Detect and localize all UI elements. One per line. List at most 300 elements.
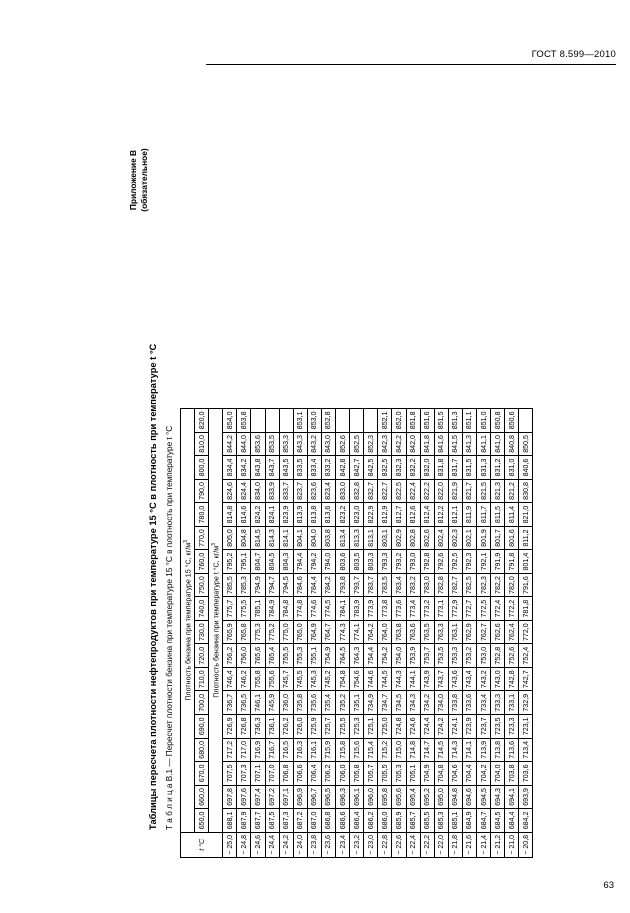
- table-cell: 685,7: [406, 809, 420, 833]
- density-conversion-table: [180, 408, 533, 858]
- table-cell: 783,9: [350, 597, 364, 621]
- page-number: 63: [603, 880, 614, 891]
- table-cell: 706,2: [321, 762, 335, 786]
- table-cell: 764,7: [321, 620, 335, 644]
- table-cell: 693,9: [519, 785, 533, 809]
- row-temperature: − 23,2: [350, 832, 364, 857]
- table-cell: 746,2: [237, 667, 251, 691]
- table-cell: 717,0: [237, 738, 251, 762]
- table-cell: 765,6: [251, 644, 265, 668]
- table-cell: 841,0: [491, 432, 505, 456]
- table-cell: 696,7: [307, 785, 321, 809]
- table-cell: 803,6: [336, 550, 350, 574]
- group-header-density-15: Плотность бензина при температуре 15 °C, $кг/м^3$: [181, 409, 195, 833]
- table-cell: 853,8: [237, 409, 251, 433]
- table-cell: 765,8: [237, 620, 251, 644]
- table-cell: 833,5: [293, 456, 307, 480]
- table-cell: 792,8: [420, 550, 434, 574]
- table-cell: 824,4: [237, 479, 251, 503]
- table-holder: [180, 408, 533, 858]
- table-cell: 714,8: [406, 738, 420, 762]
- table-cell: 715,0: [392, 738, 406, 762]
- table-cell: 852,8: [321, 409, 335, 433]
- table-cell: 773,2: [420, 597, 434, 621]
- table-cell: 753,2: [462, 644, 476, 668]
- table-cell: 743,9: [420, 667, 434, 691]
- table-cell: 772,7: [462, 597, 476, 621]
- table-cell: 793,3: [378, 550, 392, 574]
- table-cell: 813,8: [307, 503, 321, 527]
- table-cell: 785,1: [251, 597, 265, 621]
- table-row: [251, 409, 265, 858]
- table-cell: 833,9: [265, 479, 279, 503]
- table-body: [223, 409, 533, 858]
- table-cell: 744,5: [378, 667, 392, 691]
- table-cell: 791,9: [491, 550, 505, 574]
- table-cell: 687,2: [293, 809, 307, 833]
- table-row: [462, 409, 476, 858]
- table-cell: 734,0: [434, 691, 448, 715]
- table-cell: 754,9: [321, 644, 335, 668]
- table-cell: 725,9: [307, 715, 321, 739]
- table-cell: 774,1: [350, 620, 364, 644]
- table-cell: 764,9: [307, 620, 321, 644]
- table-cell: 695,8: [378, 785, 392, 809]
- table-cell: 853,6: [251, 432, 265, 456]
- table-cell: 687,5: [265, 809, 279, 833]
- table-cell: 694,6: [462, 785, 476, 809]
- table-cell: 833,4: [307, 456, 321, 480]
- table-cell: 686,0: [378, 809, 392, 833]
- table-row: [406, 409, 420, 858]
- table-cell: 852,6: [336, 432, 350, 456]
- table-cell: 814,8: [223, 503, 237, 527]
- table-row: [237, 409, 251, 858]
- table-cell: 715,9: [321, 738, 335, 762]
- table-cell: 685,9: [392, 809, 406, 833]
- table-cell: 791,6: [519, 573, 533, 597]
- table-cell: 706,0: [336, 762, 350, 786]
- col-header-700: 700,0: [195, 691, 209, 715]
- table-cell: 774,5: [321, 597, 335, 621]
- table-cell: 687,0: [307, 809, 321, 833]
- table-cell: 716,9: [251, 738, 265, 762]
- row-temperature: − 21,4: [476, 832, 490, 857]
- table-cell: 783,7: [364, 573, 378, 597]
- table-cell: 832,8: [350, 479, 364, 503]
- table-cell: 762,7: [476, 620, 490, 644]
- table-cell: 735,2: [336, 691, 350, 715]
- table-cell: 697,6: [237, 785, 251, 809]
- table-cell: 744,1: [406, 667, 420, 691]
- table-cell: 813,3: [350, 526, 364, 550]
- table-cell: 723,3: [505, 715, 519, 739]
- table-cell: 723,1: [519, 715, 533, 739]
- table-cell: 736,0: [279, 691, 293, 715]
- table-cell: 714,1: [462, 738, 476, 762]
- table-cell: 773,1: [434, 597, 448, 621]
- table-cell: 821,2: [505, 479, 519, 503]
- table-cell: 754,8: [336, 667, 350, 691]
- row-temperature: − 20,8: [519, 832, 533, 857]
- table-cell: 773,9: [364, 597, 378, 621]
- table-cell: [251, 409, 265, 433]
- table-cell: 725,5: [336, 715, 350, 739]
- table-cell: 792,1: [476, 550, 490, 574]
- table-cell: 842,2: [392, 432, 406, 456]
- table-cell: 834,4: [223, 456, 237, 480]
- row-temperature: − 24,2: [279, 832, 293, 857]
- table-cell: 775,7: [223, 597, 237, 621]
- table-cell: 842,8: [336, 456, 350, 480]
- table-cell: 782,8: [434, 573, 448, 597]
- table-cell: 785,3: [237, 573, 251, 597]
- table-cell: 723,7: [476, 715, 490, 739]
- table-row: [476, 409, 490, 858]
- table-cell: 792,3: [462, 550, 476, 574]
- table-cell: 804,3: [279, 550, 293, 574]
- table-cell: 831,3: [476, 456, 490, 480]
- table-cell: 793,8: [336, 573, 350, 597]
- table-cell: 775,2: [265, 620, 279, 644]
- table-cell: 853,5: [265, 432, 279, 456]
- table-cell: 704,2: [476, 762, 490, 786]
- table-cell: 755,6: [265, 667, 279, 691]
- table-cell: 824,1: [265, 503, 279, 527]
- col-header-670: 670,0: [195, 762, 209, 786]
- table-cell: 686,6: [336, 809, 350, 833]
- table-cell: 734,9: [364, 691, 378, 715]
- table-cell: 822,4: [406, 479, 420, 503]
- table-cell: 735,1: [350, 691, 364, 715]
- table-cell: 814,5: [251, 526, 265, 550]
- table-cell: 743,7: [434, 667, 448, 691]
- table-cell: 804,5: [265, 550, 279, 574]
- table-cell: 841,3: [462, 432, 476, 456]
- table-cell: 704,6: [448, 762, 462, 786]
- table-cell: 733,8: [448, 691, 462, 715]
- table-cell: 802,3: [448, 526, 462, 550]
- table-cell: 688,1: [223, 809, 237, 833]
- table-cell: 802,8: [406, 526, 420, 550]
- table-cell: 706,4: [307, 762, 321, 786]
- table-cell: 715,8: [336, 738, 350, 762]
- table-cell: 843,2: [307, 432, 321, 456]
- table-cell: 782,7: [448, 573, 462, 597]
- table-cell: 772,0: [519, 620, 533, 644]
- table-cell: 812,1: [448, 503, 462, 527]
- table-cell: 833,2: [321, 456, 335, 480]
- table-cell: 705,1: [406, 762, 420, 786]
- table-cell: 840,6: [519, 456, 533, 480]
- table-cell: 811,4: [505, 503, 519, 527]
- table-cell: 823,9: [279, 503, 293, 527]
- table-cell: 822,2: [420, 479, 434, 503]
- table-cell: 756,0: [237, 644, 251, 668]
- table-cell: 821,9: [448, 479, 462, 503]
- table-cell: 713,8: [491, 738, 505, 762]
- table-cell: 785,5: [223, 573, 237, 597]
- row-temperature: − 22,0: [434, 832, 448, 857]
- table-cell: 736,7: [223, 691, 237, 715]
- table-cell: 775,3: [251, 620, 265, 644]
- table-cell: 851,8: [406, 409, 420, 433]
- table-cell: 745,9: [265, 691, 279, 715]
- table-cell: 746,1: [251, 691, 265, 715]
- table-cell: 684,5: [491, 809, 505, 833]
- table-cell: 792,5: [448, 550, 462, 574]
- table-cell: 843,0: [321, 432, 335, 456]
- table-cell: 832,7: [364, 479, 378, 503]
- col-header-690: 690,0: [195, 715, 209, 739]
- row-temperature: − 23,0: [364, 832, 378, 857]
- table-cell: 814,1: [279, 526, 293, 550]
- table-cell: 831,5: [462, 456, 476, 480]
- table-cell: 735,6: [307, 691, 321, 715]
- row-temperature: − 24,4: [265, 832, 279, 857]
- table-cell: 784,6: [293, 573, 307, 597]
- table-cell: 775,0: [279, 620, 293, 644]
- row-temperature: − 23,8: [307, 832, 321, 857]
- table-row: [265, 409, 279, 858]
- table-cell: 684,9: [462, 809, 476, 833]
- table-cell: 733,1: [505, 691, 519, 715]
- table-cell: 841,1: [476, 432, 490, 456]
- annex-line-1: Приложение В: [128, 149, 138, 211]
- table-cell: 694,8: [448, 785, 462, 809]
- table-cell: 823,2: [336, 503, 350, 527]
- table-cell: 715,2: [378, 738, 392, 762]
- table-cell: 840,8: [505, 432, 519, 456]
- table-cell: 705,5: [378, 762, 392, 786]
- group-header-density-t: Плотность бензина при температуре t °C, $кг/м^3$: [209, 409, 223, 833]
- table-cell: 802,1: [462, 526, 476, 550]
- table-cell: 782,2: [491, 573, 505, 597]
- table-cell: 685,1: [448, 809, 462, 833]
- table-cell: 733,3: [491, 691, 505, 715]
- table-group-header-row: [181, 409, 195, 858]
- row-temperature: − 22,6: [392, 832, 406, 857]
- table-cell: 745,5: [293, 667, 307, 691]
- table-cell: 706,6: [293, 762, 307, 786]
- row-temperature: − 24,0: [293, 832, 307, 857]
- table-cell: 841,5: [448, 432, 462, 456]
- table-cell: 705,8: [350, 762, 364, 786]
- table-cell: 754,0: [392, 644, 406, 668]
- table-cell: 834,0: [251, 479, 265, 503]
- table-cell: 753,3: [448, 644, 462, 668]
- table-cell: 853,0: [307, 409, 321, 433]
- table-cell: 813,6: [321, 503, 335, 527]
- table-cell: 852,1: [378, 409, 392, 433]
- table-row: [307, 409, 321, 858]
- table-cell: 801,9: [476, 526, 490, 550]
- table-cell: 753,0: [476, 644, 490, 668]
- table-cell: 754,2: [378, 644, 392, 668]
- table-cell: 753,9: [406, 644, 420, 668]
- table-cell: 782,3: [476, 573, 490, 597]
- table-cell: 694,1: [505, 785, 519, 809]
- table-cell: 823,7: [293, 479, 307, 503]
- table-cell: 794,5: [279, 573, 293, 597]
- table-cell: 783,2: [406, 573, 420, 597]
- table-row: [364, 409, 378, 858]
- table-cell: 687,7: [251, 809, 265, 833]
- table-cell: 723,5: [491, 715, 505, 739]
- table-cell: 803,1: [378, 526, 392, 550]
- table-cell: 851,5: [434, 409, 448, 433]
- table-cell: 713,6: [505, 738, 519, 762]
- table-cell: 783,4: [392, 573, 406, 597]
- table-cell: 851,0: [476, 409, 490, 433]
- table-cell: 823,0: [350, 503, 364, 527]
- table-cell: 842,5: [364, 456, 378, 480]
- table-cell: 746,4: [223, 667, 237, 691]
- table-cell: 842,7: [350, 456, 364, 480]
- table-row: [336, 409, 350, 858]
- table-row: [293, 409, 307, 858]
- table-cell: 687,9: [237, 809, 251, 833]
- table-cell: 716,7: [265, 738, 279, 762]
- table-cell: 734,2: [420, 691, 434, 715]
- table-cell: 852,3: [364, 432, 378, 456]
- table-cell: 714,3: [448, 738, 462, 762]
- table-cell: 694,3: [491, 785, 505, 809]
- col-header-710: 710,0: [195, 667, 209, 691]
- table-cell: 755,8: [251, 667, 265, 691]
- table-cell: 842,0: [406, 432, 420, 456]
- table-column-header-row: [195, 409, 209, 858]
- table-cell: 841,6: [434, 432, 448, 456]
- table-cell: 775,5: [237, 597, 251, 621]
- table-cell: 726,2: [279, 715, 293, 739]
- table-cell: 736,1: [265, 715, 279, 739]
- table-cell: 754,4: [364, 644, 378, 668]
- table-cell: 754,6: [350, 667, 364, 691]
- standard-number: ГОСТ 8.599—2010: [531, 49, 616, 60]
- table-cell: 686,2: [364, 809, 378, 833]
- table-cell: 724,8: [392, 715, 406, 739]
- col-header-760: 760,0: [195, 550, 209, 574]
- table-cell: 843,7: [265, 456, 279, 480]
- table-cell: 715,6: [350, 738, 364, 762]
- table-cell: 804,8: [237, 526, 251, 550]
- table-cell: 755,1: [307, 644, 321, 668]
- table-row: [434, 409, 448, 858]
- table-cell: 765,9: [223, 620, 237, 644]
- table-cell: 686,8: [321, 809, 335, 833]
- table-cell: 773,6: [392, 597, 406, 621]
- table-cell: 726,9: [223, 715, 237, 739]
- table-cell: 695,0: [434, 785, 448, 809]
- table-cell: 724,1: [448, 715, 462, 739]
- table-row: [279, 409, 293, 858]
- table-cell: 854,0: [223, 409, 237, 433]
- table-cell: 821,5: [476, 479, 490, 503]
- table-cell: 773,4: [406, 597, 420, 621]
- table-cell: [279, 409, 293, 433]
- table-cell: 696,0: [364, 785, 378, 809]
- table-cell: 781,8: [519, 597, 533, 621]
- table-cell: 853,3: [279, 432, 293, 456]
- table-cell: 833,0: [336, 479, 350, 503]
- table-cell: 695,2: [420, 785, 434, 809]
- table-cell: 832,0: [420, 456, 434, 480]
- table-cell: 745,2: [321, 667, 335, 691]
- row-temperature: − 21,0: [505, 832, 519, 857]
- table-cell: 725,0: [378, 715, 392, 739]
- table-cell: 832,3: [392, 456, 406, 480]
- table-cell: 805,0: [223, 526, 237, 550]
- row-temperature: − 22,4: [406, 832, 420, 857]
- table-cell: 801,6: [505, 526, 519, 550]
- table-cell: 684,4: [505, 809, 519, 833]
- table-cell: 685,3: [434, 809, 448, 833]
- table-cell: 853,1: [293, 409, 307, 433]
- table-cell: 756,2: [223, 644, 237, 668]
- table-cell: 822,0: [434, 479, 448, 503]
- table-cell: 851,3: [448, 409, 462, 433]
- col-header-770: 770,0: [195, 526, 209, 550]
- table-cell: 717,2: [223, 738, 237, 762]
- table-cell: 803,8: [321, 526, 335, 550]
- table-cell: 764,5: [336, 644, 350, 668]
- table-cell: 813,4: [336, 526, 350, 550]
- table-cell: 755,3: [293, 644, 307, 668]
- table-cell: 794,7: [265, 573, 279, 597]
- row-temperature: − 23,6: [321, 832, 335, 857]
- col-header-720: 720,0: [195, 644, 209, 668]
- table-cell: 705,3: [392, 762, 406, 786]
- table-cell: 823,6: [307, 479, 321, 503]
- annex-line-2: (обязательное): [139, 148, 150, 212]
- table-cell: 724,4: [420, 715, 434, 739]
- table-subgroup-header-row: [209, 409, 223, 858]
- table-cell: 783,5: [378, 573, 392, 597]
- table-cell: 784,9: [265, 597, 279, 621]
- table-cell: 822,7: [378, 479, 392, 503]
- table-cell: 763,8: [392, 620, 406, 644]
- table-cell: [519, 409, 533, 433]
- table-cell: 704,9: [420, 762, 434, 786]
- table-cell: 707,0: [265, 762, 279, 786]
- table-cell: 713,9: [476, 738, 490, 762]
- table-cell: 763,1: [448, 620, 462, 644]
- table-cell: 811,2: [519, 526, 533, 550]
- table-cell: 812,4: [420, 503, 434, 527]
- header-temperature: t °C: [181, 832, 223, 857]
- table-cell: 795,1: [237, 550, 251, 574]
- table-cell: 707,3: [237, 762, 251, 786]
- table-cell: [336, 409, 350, 433]
- table-cell: 743,4: [462, 667, 476, 691]
- col-header-800: 800,0: [195, 456, 209, 480]
- table-cell: 772,4: [491, 597, 505, 621]
- table-row: [448, 409, 462, 858]
- table-cell: 814,3: [265, 526, 279, 550]
- table-cell: 764,0: [378, 620, 392, 644]
- table-cell: 782,0: [505, 573, 519, 597]
- table-cell: 725,1: [364, 715, 378, 739]
- table-row: [223, 409, 237, 858]
- table-cell: 744,3: [392, 667, 406, 691]
- table-cell: [350, 409, 364, 433]
- table-cell: 793,2: [392, 550, 406, 574]
- table-cell: 794,0: [321, 550, 335, 574]
- table-cell: 763,5: [420, 620, 434, 644]
- table-cell: 752,6: [505, 644, 519, 668]
- table-cell: 697,4: [251, 785, 265, 809]
